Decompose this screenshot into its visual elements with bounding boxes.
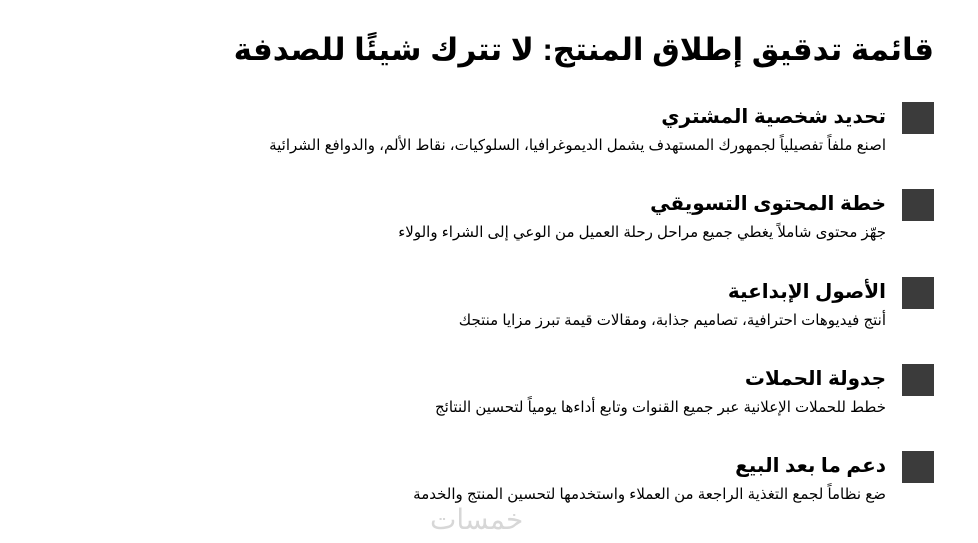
checkbox[interactable]: [902, 189, 934, 221]
checkbox[interactable]: [902, 102, 934, 134]
checkbox[interactable]: [902, 277, 934, 309]
item-title: الأصول الإبداعية: [727, 281, 886, 303]
checklist-item: [174, 189, 934, 259]
checkbox[interactable]: [902, 451, 934, 483]
checklist-item: [174, 451, 934, 521]
item-description: ضع نظاماً لجمع التغذية الراجعة من العملاء واستخدمها لتحسين المنتج والخدمة: [413, 486, 886, 503]
item-title: جدولة الحملات: [744, 368, 886, 390]
item-title: خطة المحتوى التسويقي: [650, 193, 886, 215]
watermark-logo: خمسات: [430, 503, 524, 536]
item-description: اصنع ملفاً تفصيلياً لجمهورك المستهدف يشمل الديموغرافيا، السلوكيات، نقاط الألم، والدوافع الشرائية: [269, 137, 886, 154]
item-description: أنتج فيديوهات احترافية، تصاميم جذابة، ومقالات قيمة تبرز مزايا منتجك: [458, 312, 886, 329]
item-title: تحديد شخصية المشتري: [661, 106, 886, 128]
checklist-item: [174, 364, 934, 434]
checklist-item: [174, 102, 934, 172]
page-title: قائمة تدقيق إطلاق المنتج: لا تترك شيئًا للصدفة: [233, 32, 934, 67]
item-description: خطط للحملات الإعلانية عبر جميع القنوات وتابع أداءها يومياً لتحسين النتائج: [435, 399, 886, 416]
checklist-item: [174, 277, 934, 347]
checkbox[interactable]: [902, 364, 934, 396]
item-title: دعم ما بعد البيع: [735, 455, 886, 477]
item-description: جهّز محتوى شاملاً يغطي جميع مراحل رحلة العميل من الوعي إلى الشراء والولاء: [398, 224, 886, 241]
